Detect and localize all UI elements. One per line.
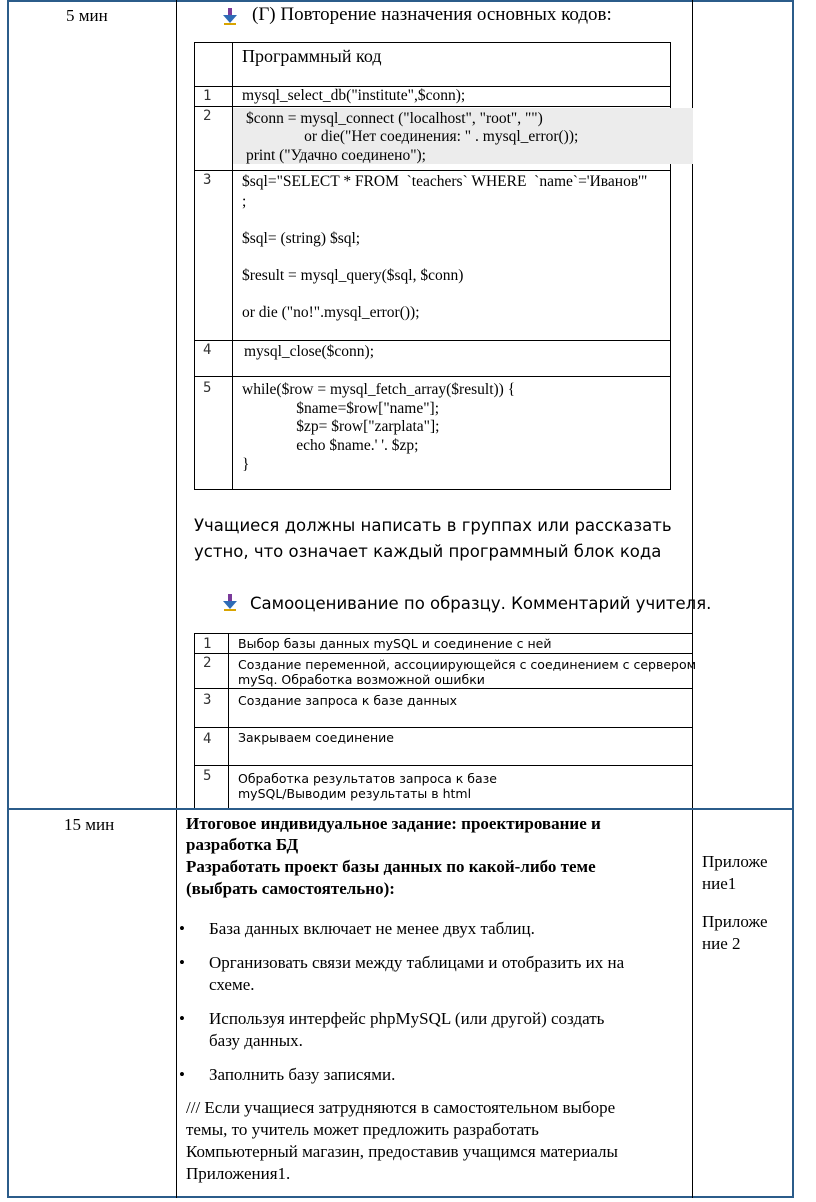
appendix-link-1: Приложе	[702, 852, 768, 871]
answer-row-num: 3	[203, 692, 212, 708]
bullet-item: Используя интерфейс phpMySQL (или другой) создать	[209, 1009, 605, 1028]
code-line: while($row = mysql_fetch_array($result)) {	[242, 381, 516, 398]
bullet-item: Заполнить базу записями.	[209, 1065, 396, 1084]
answer-text: Создание запроса к базе данных	[238, 693, 457, 708]
code-row-num: 3	[203, 172, 212, 188]
answer-text: Обработка результатов запроса к базе	[238, 771, 497, 786]
answer-text: mySq. Обработка возможной ошибки	[238, 672, 485, 687]
answer-text: mySQL/Выводим результаты в html	[238, 786, 472, 801]
time-cell-row2: 15 мин	[64, 815, 115, 834]
answer-row-num: 2	[203, 655, 212, 671]
code-row-num: 1	[203, 88, 212, 104]
bullet-dot: •	[179, 953, 185, 972]
code-line: $sql="SELECT * FROM `teachers` WHERE `name`='Иванов'"	[242, 173, 648, 190]
teacher-note: темы, то учитель может предложить разработать	[186, 1120, 539, 1139]
teacher-note: Компьютерный магазин, предоставив учащимся материалы	[186, 1142, 618, 1161]
code-table-header: Программный код	[242, 46, 382, 66]
task-title: Итоговое индивидуальное задание: проектирование и	[186, 814, 601, 833]
bullet-item: База данных включает не менее двух таблиц.	[209, 919, 535, 938]
code-line: ;	[242, 193, 247, 210]
code-row-num: 5	[203, 380, 212, 396]
down-arrow-bullet-icon	[222, 7, 238, 25]
code-line: or die ("no!".mysql_error());	[242, 304, 420, 321]
answer-text: Создание переменной, ассоциирующейся с соединением с сервером	[238, 657, 697, 672]
bullet-item: Организовать связи между таблицами и отобразить их на	[209, 953, 625, 972]
bullet-item: схеме.	[209, 975, 255, 994]
bullet-dot: •	[179, 1009, 185, 1028]
answer-text: Выбор базы данных mySQL и соединение с ней	[238, 636, 552, 651]
code-row-num: 4	[203, 342, 212, 358]
self-assessment-heading: Самооценивание по образцу. Комментарий учителя.	[250, 594, 712, 613]
down-arrow-bullet-icon	[222, 593, 238, 611]
code-line: print ("Удачно соединено");	[246, 147, 426, 164]
code-line: $zp= $row["zarplata"];	[242, 418, 440, 435]
code-row-num: 2	[203, 108, 212, 124]
answer-text: Закрываем соединение	[238, 730, 394, 745]
code-line: mysql_close($conn);	[244, 343, 375, 360]
task-subtitle: Разработать проект базы данных по какой-либо теме	[186, 857, 596, 876]
time-cell-row1: 5 мин	[66, 6, 108, 25]
code-line: $sql= (string) $sql;	[242, 230, 361, 247]
appendix-link-2: Приложе	[702, 912, 768, 931]
teacher-note: Приложения1.	[186, 1164, 291, 1183]
task-subtitle: (выбрать самостоятельно):	[186, 879, 395, 898]
task-title: разработка БД	[186, 835, 299, 854]
code-line: }	[242, 456, 250, 473]
code-line: $name=$row["name"];	[242, 400, 440, 417]
bullet-item: базу данных.	[209, 1031, 303, 1050]
answer-row-num: 4	[203, 731, 212, 747]
code-line: or die("Нет соединения: " . mysql_error());	[246, 128, 579, 145]
bullet-dot: •	[179, 919, 185, 938]
answer-row-num: 1	[203, 636, 212, 652]
code-line: $conn = mysql_connect ("localhost", "root", "")	[246, 110, 543, 127]
instruction-text: устно, что означает каждый программный блок кода	[194, 542, 662, 561]
code-line: echo $name.' '. $zp;	[242, 437, 419, 454]
code-line: mysql_select_db("institute",$conn);	[242, 87, 466, 104]
bullet-dot: •	[179, 1065, 185, 1084]
teacher-note: /// Если учащиеся затрудняются в самостоятельном выборе	[186, 1098, 616, 1117]
section-heading: (Г) Повторение назначения основных кодов:	[252, 4, 612, 25]
code-line: $result = mysql_query($sql, $conn)	[242, 267, 464, 284]
appendix-link-1: ние1	[702, 874, 737, 893]
column-divider-1	[176, 0, 177, 1198]
instruction-text: Учащиеся должны написать в группах или рассказать	[194, 516, 672, 535]
row-divider	[7, 808, 794, 810]
answer-row-num: 5	[203, 768, 212, 784]
appendix-link-2: ние 2	[702, 934, 741, 953]
